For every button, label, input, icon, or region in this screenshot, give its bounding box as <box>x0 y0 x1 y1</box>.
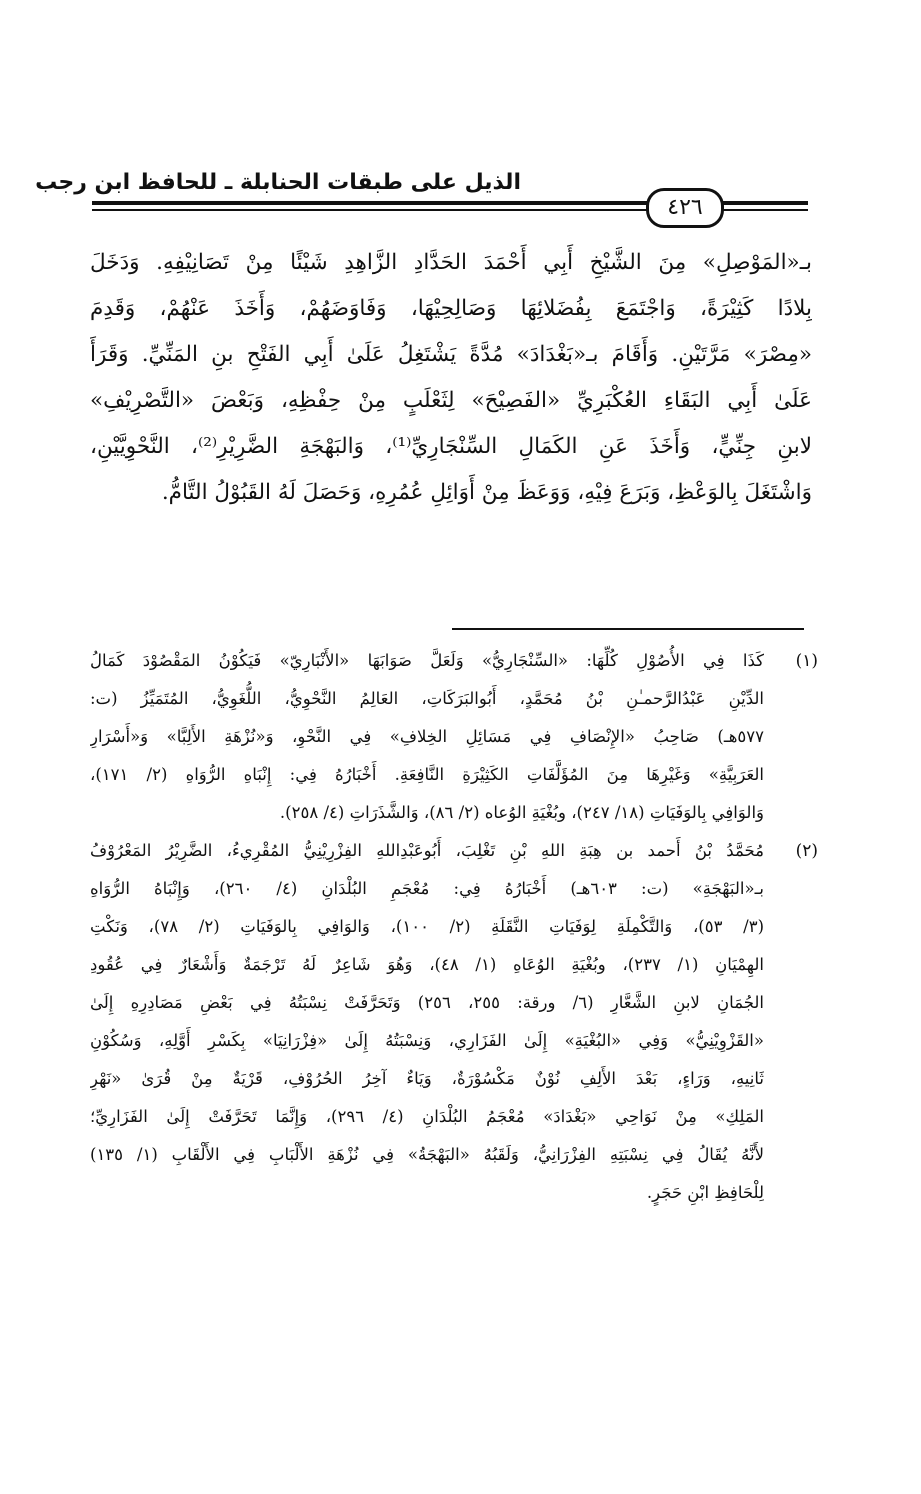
main-text-line: «مِصْرَ» مَرَّتَيْنِ. وَأَقَامَ بـ«بَغْدَادَ» مُدَّةً يَشْتَغِلُ عَلَىٰ أَبِي الفَتْحِ بنِ المَنِّيِّ. وَقَرَأَ <box>90 342 812 367</box>
footnote-marker: (٢) <box>795 841 818 861</box>
footnote-line: الجُمَانِ لابنِ الشَّعَّارِ (٦/ ورقة: ٢٥٥، ٢٥٦) وَتَحَرَّفَتْ نِسْبَتُهُ فِي بَعْضِ مَصَادِرِهِ إِلَىٰ <box>90 993 764 1012</box>
footnote-line: «القَزْوِيْنِيُّ» وَفِي «البُغْيَةِ» إِلَىٰ الفَزَارِي، وَنِسْبَتُهُ إِلَىٰ «فِزْرَانِيَا» بِكَسْرِ أَوَّلِهِ، وَسُكُوْنِ <box>90 1031 764 1050</box>
footnotes <box>90 642 818 1212</box>
footnote-2 <box>90 832 818 1212</box>
running-title: الذيل على طبقات الحنابلة ـ للحافظ ابن رجب <box>35 170 521 195</box>
footnote-line: العَرَبِيَّةِ» وَغَيْرِهَا مِنَ المُؤَلَّفَاتِ الكَثِيْرَةِ النَّافِعَةِ. أَخْبَارُهُ فِي: إِنْبَاهِ الرُّوَاهِ (٢/ ١٧١)، <box>90 765 764 784</box>
footnote-line: ٥٧٧هـ) صَاحِبُ «الإِنْصَافِ فِي مَسَائِلِ الخِلافِ» فِي النَّحْوِ، وَ«نُزْهَةِ الأَلِبَّا» وَ«أَسْرَارِ <box>90 727 764 746</box>
main-text-line: وَاشْتَغَلَ بِالوَعْظِ، وَبَرَعَ فِيْهِ، وَوَعَظَ مِنْ أَوَائِلِ عُمُرِهِ، وَحَصَلَ لَهُ القَبُوْلُ التَّامُّ. <box>161 480 812 505</box>
footnote-line: الدِّيْنِ عَبْدُالرَّحمـٰنِ بْنُ مُحَمَّدٍ، أَبُوالبَرَكَاتِ، العَالِمُ النَّحْوِيُّ، اللُّغَوِيُّ، المُتَمَيِّزُ (ت: <box>90 689 764 708</box>
main-text-line: لابنِ جِنِّيٍّ، وَأَخَذَ عَنِ الكَمَالِ السِّنْجَارِيِّ⁽¹⁾، وَالبَهْجَةِ الضَّرِيْرِ⁽²⁾، النَّحْوِيَّيْنِ، <box>90 434 812 459</box>
footnote-line: بـ«البَهْجَةِ» (ت: ٦٠٣هـ) أَخْبَارُهُ فِي: مُعْجَمِ البُلْدَانِ (٤/ ٢٦٠)، وَإِنْبَاهُ الرُّوَاهِ <box>90 879 764 898</box>
main-text-line: بـ«المَوْصِلِ» مِنَ الشَّيْخِ أَبِي أَحْمَدَ الحَدَّادِ الزَّاهِدِ شَيْئًا مِنْ تَصَانِيْفِهِ. وَدَخَلَ <box>90 250 812 275</box>
footnote-line: مُحَمَّدُ بْنُ أَحمد بن هِبَةِ اللهِ بْنِ تَغْلِبَ، أَبُوعَبْدِاللهِ الفِزْرِيْنِيُّ المُقْرِيءُ، الضَّرِيْرُ المَعْرُوْفُ <box>90 841 764 860</box>
footnote-line: المَلِكِ» مِنْ نَوَاحِي «بَغْدَادَ» مُعْجَمُ البُلْدَانِ (٤/ ٢٩٦)، وَإِنَّمَا تَحَرَّفَتْ إِلَىٰ الفَزَارِيِّ؛ <box>90 1107 764 1126</box>
footnote-marker: (١) <box>795 651 818 671</box>
main-text <box>90 240 812 516</box>
footnote-line: الهِمْيَانِ (١/ ٢٣٧)، وبُغْيَةِ الوُعَاهِ (١/ ٤٨)، وَهُوَ شَاعِرٌ لَهُ تَرْجَمَةٌ وَأَشْعَارٌ فِي عُقُودِ <box>90 955 764 974</box>
footnote-line: لأَنَّهُ يُقَالُ فِي نِسْبَتِهِ الفِزْرَانِيُّ، وَلَقَبُهُ «البَهْجَةُ» فِي نُزْهَةِ الأَلْبَابِ فِي الأَلْقَابِ (١/ ١٣٥) <box>90 1145 764 1164</box>
main-text-line: عَلَىٰ أَبِي البَقَاءِ العُكْبَرِيِّ «الفَصِيْحَ» لِثَعْلَبٍ مِنْ حِفْظِهِ، وَبَعْضَ «التَّصْرِيْفِ» <box>90 388 812 413</box>
page-number: ٤٢٦ <box>646 188 724 228</box>
footnote-line: كَذَا فِي الأُصُوْلِ كُلِّهَا: «السِّنْجَارِيُّ» وَلَعَلَّ صَوَابَهَا «الأَنْبَارِيّ» فَيَكُوْنُ المَقْصُوْدَ كَمَالُ <box>90 651 764 670</box>
main-text-line: بِلادًا كَثِيْرَةً، وَاجْتَمَعَ بِفُضَلائِهَا وَصَالِحِيْهَا، وَفَاوَضَهُمْ، وَأَخَذَ عَنْهُمْ، وَقَدِمَ <box>90 296 812 321</box>
footnote-line: لِلْحَافِظِ ابْنِ حَجَرٍ. <box>646 1183 764 1202</box>
footnote-line: (٣/ ٥٣)، وَالتَّكْمِلَةِ لِوَفَيَاتِ النَّقَلَةِ (٢/ ١٠٠)، وَالوَافِي بِالوَفَيَاتِ (٢/ ٧٨)، وَنَكْتِ <box>90 917 764 936</box>
footnote-1 <box>90 642 818 832</box>
footnote-line: ثَانِيهِ، وَرَاءٍ، بَعْدَ الأَلِفِ نُوْنٌ مَكْسُوْرَةٌ، وَيَاءٌ آخِرُ الحُرُوْفِ، قَرْيَةٌ مِنْ قُرَىٰ «نَهْرِ <box>90 1069 764 1088</box>
footnote-separator <box>452 628 804 630</box>
footnote-line: وَالوَافِي بِالوَفَيَاتِ (١٨/ ٢٤٧)، وبُغْيَةِ الوُعاه (٢/ ٨٦)، وَالشَّذَرَاتِ (٤/ ٢٥٨). <box>279 803 764 822</box>
